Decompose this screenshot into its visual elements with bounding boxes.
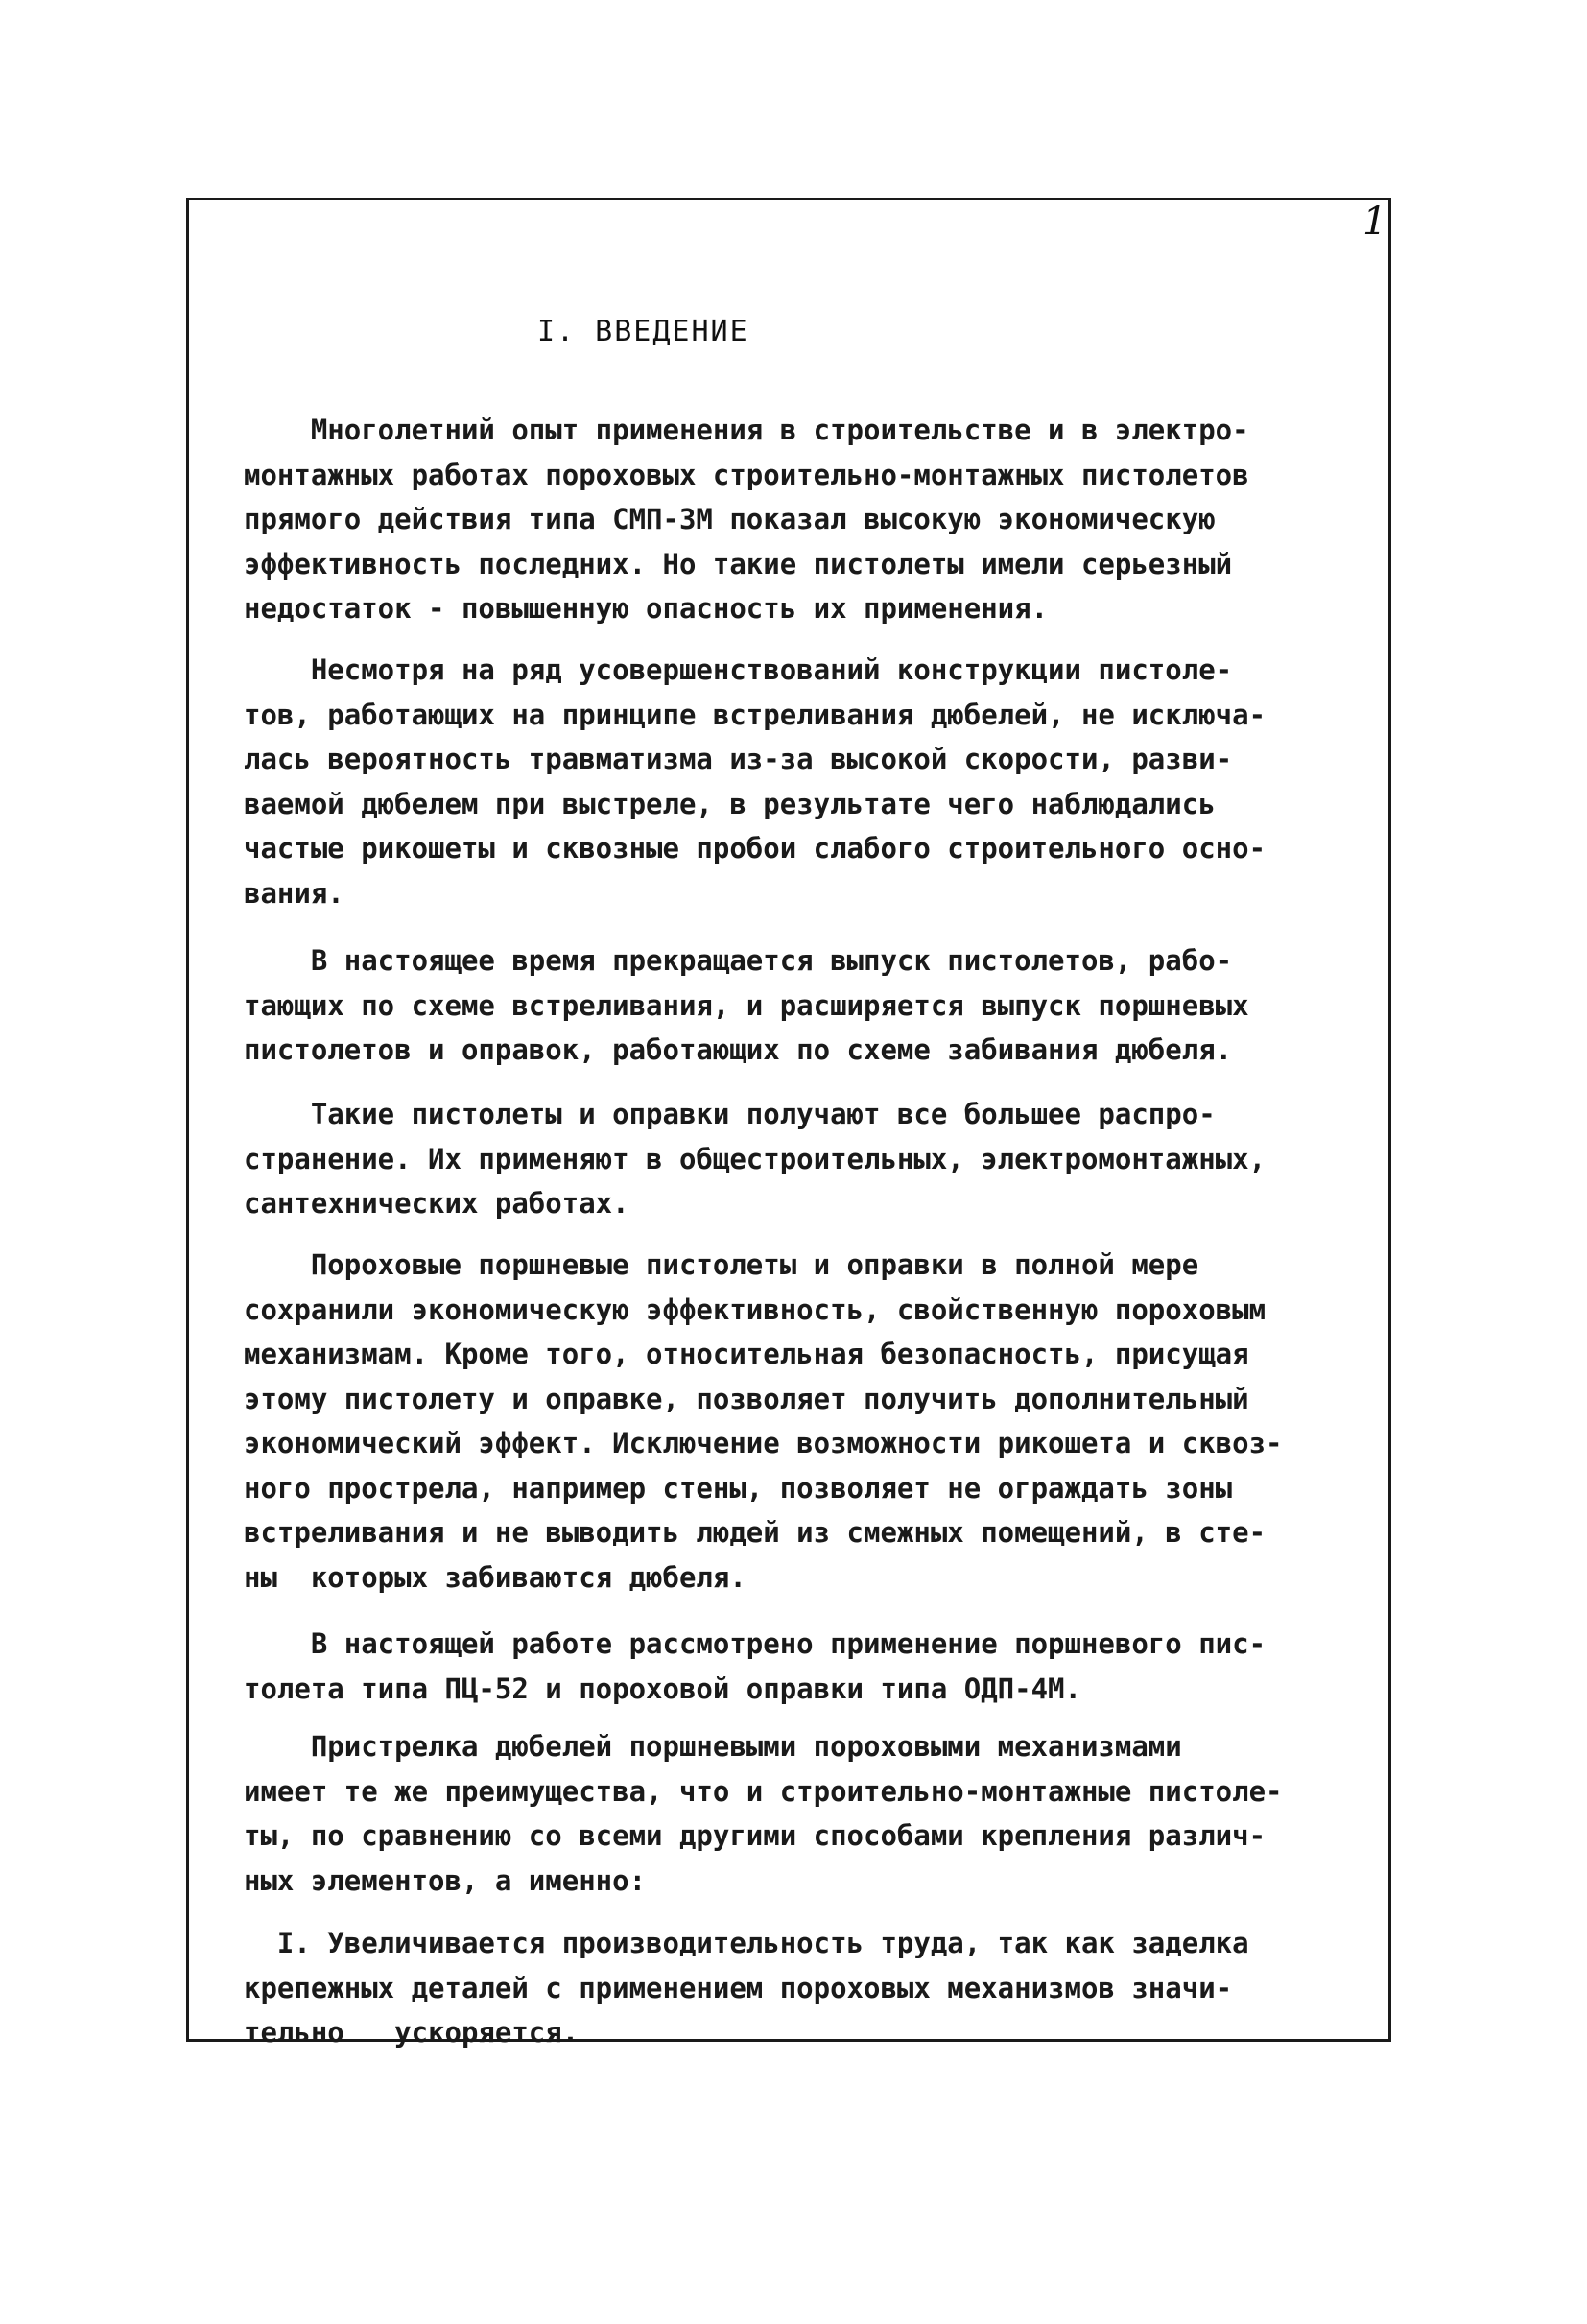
text-line: Пороховые поршневые пистолеты и оправки в полной мере — [244, 1248, 1199, 1281]
paragraph-2 — [244, 648, 1386, 915]
text-line: I. Увеличивается производительность труда, так как заделка — [244, 1927, 1249, 1959]
text-line: лась вероятность травматизма из-за высокой скорости, разви- — [244, 743, 1233, 775]
text-line: недостаток - повышенную опасность их применения. — [244, 592, 1049, 625]
text-line: ты, по сравнению со всеми другими способами крепления различ- — [244, 1819, 1267, 1852]
text-line: В настоящее время прекращается выпуск пистолетов, рабо- — [244, 944, 1233, 977]
text-line: крепежных деталей с применением пороховых механизмов значи- — [244, 1971, 1233, 2004]
text-line: сантехнических работах. — [244, 1187, 629, 1220]
text-line: ного прострела, например стены, позволяет не ограждать зоны — [244, 1471, 1233, 1505]
paragraph-4 — [244, 1092, 1386, 1226]
text-line: пистолетов и оправок, работающих по схеме забивания дюбеля. — [244, 1033, 1233, 1066]
text-line: Пристрелка дюбелей поршневыми пороховыми механизмами — [244, 1730, 1182, 1763]
text-line: тов, работающих на принципе встреливания дюбелей, не исключа- — [244, 698, 1267, 731]
text-line: тающих по схеме встреливания, и расширяется выпуск поршневых — [244, 988, 1249, 1022]
paragraph-6 — [244, 1622, 1386, 1711]
text-line: встреливания и не выводить людей из смежных помещений, в сте- — [244, 1516, 1267, 1549]
text-line: странение. Их применяют в общестроительных, электромонтажных, — [244, 1142, 1267, 1175]
page-number: 1 — [1362, 200, 1387, 244]
paragraph-1 — [244, 408, 1386, 631]
text-line: экономический эффект. Исключение возможности рикошета и сквоз- — [244, 1427, 1283, 1459]
text-line: вания. — [244, 876, 344, 910]
text-line: эффективность последних. Но такие пистолеты имели серьезный — [244, 547, 1233, 581]
paragraph-3 — [244, 938, 1386, 1073]
text-line: сохранили экономическую эффективность, свойственную пороховым — [244, 1292, 1267, 1326]
text-line: Такие пистолеты и оправки получают все большее распро- — [244, 1098, 1216, 1130]
text-line: этому пистолету и оправке, позволяет получить дополнительный — [244, 1382, 1249, 1415]
text-line: тельно ускоряется. — [244, 2016, 580, 2049]
text-line: В настоящей работе рассмотрено применение поршневого пис- — [244, 1627, 1267, 1660]
text-line: ных элементов, а именно: — [244, 1863, 647, 1897]
text-line: толета типа ПЦ-52 и пороховой оправки типа ОДП-4М. — [244, 1672, 1081, 1705]
text-line: прямого действия типа СМП-3М показал высокую экономическую — [244, 503, 1216, 535]
paragraph-5 — [244, 1243, 1386, 1600]
section-heading: I. ВВЕДЕНИЕ — [537, 315, 749, 348]
text-line: имеет те же преимущества, что и строительно-монтажные пистоле- — [244, 1774, 1283, 1808]
text-line: ваемой дюбелем при выстреле, в результате чего наблюдались — [244, 787, 1216, 820]
paragraph-8 — [244, 1921, 1386, 2055]
text-line: частые рикошеты и сквозные пробои слабого строительного осно- — [244, 832, 1267, 865]
paragraph-7 — [244, 1724, 1386, 1903]
text-line: монтажных работах пороховых строительно-монтажных пистолетов — [244, 458, 1249, 491]
text-line: Несмотря на ряд усовершенствований конструкции пистоле- — [244, 653, 1233, 686]
text-line: Многолетний опыт применения в строительстве и в электро- — [244, 414, 1249, 446]
text-line: механизмам. Кроме того, относительная безопасность, присущая — [244, 1338, 1249, 1370]
text-line: ны которых забиваются дюбеля. — [244, 1560, 746, 1594]
